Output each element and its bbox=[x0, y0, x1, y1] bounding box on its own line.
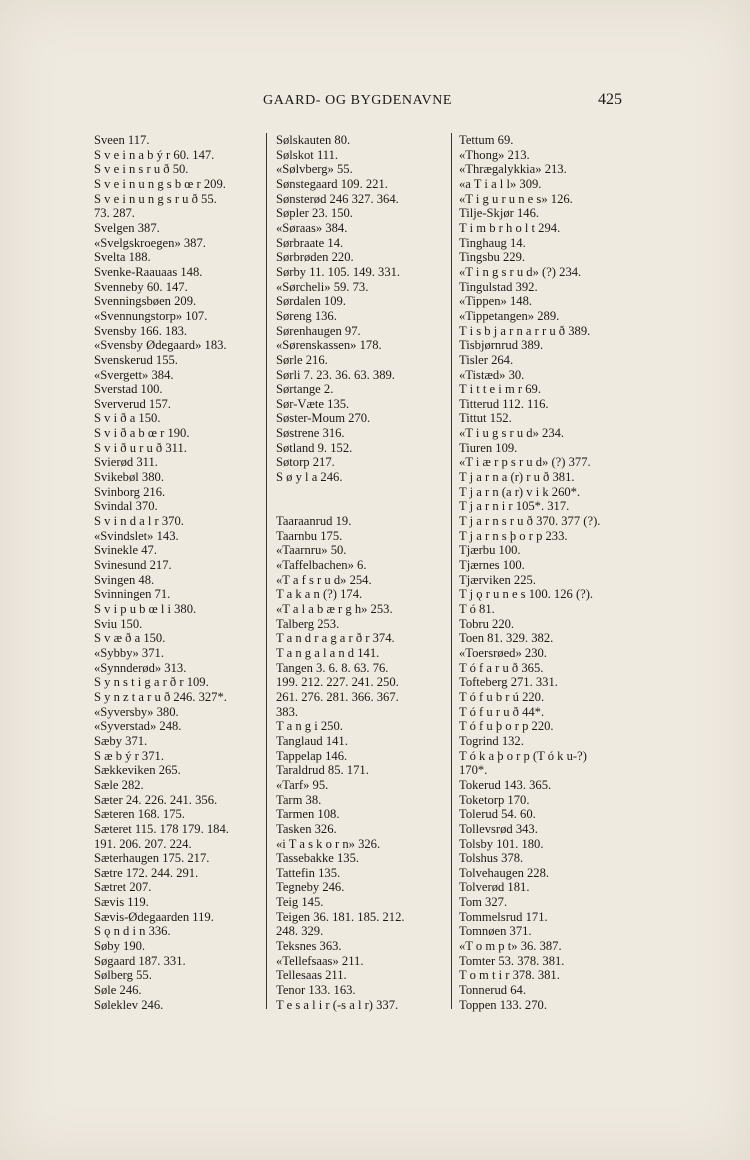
index-entry: Teksnes 363. bbox=[276, 939, 342, 954]
index-entry: «Synnderød» 313. bbox=[94, 660, 187, 675]
index-entry: Tobru 220. bbox=[459, 616, 515, 631]
index-entry: Tappelap 146. bbox=[276, 748, 348, 763]
index-entry: Søleklev 246. bbox=[94, 997, 164, 1012]
index-entry: Tiuren 109. bbox=[459, 440, 518, 455]
index-entry: Toketorp 170. bbox=[459, 792, 530, 807]
index-entry: Titterud 112. 116. bbox=[459, 396, 549, 411]
index-entry: S v i ð a 150. bbox=[94, 411, 161, 426]
index-entry: Svenskerud 155. bbox=[94, 352, 178, 367]
index-entry: Tittut 152. bbox=[459, 411, 512, 426]
index-entry: Sørli 7. 23. 36. 63. 389. bbox=[276, 367, 395, 382]
page-number: 425 bbox=[598, 91, 622, 108]
index-entry: Tomnøen 371. bbox=[459, 924, 532, 939]
index-entry: Teigen 36. 181. 185. 212. bbox=[276, 909, 405, 924]
index-entry: Svingen 48. bbox=[94, 572, 155, 587]
index-entry: Sververud 157. bbox=[94, 396, 171, 411]
index-entry: T i m b r h o l t 294. bbox=[459, 220, 561, 235]
index-entry: Svenningsbøen 209. bbox=[94, 294, 197, 309]
index-entry: Sørtange 2. bbox=[276, 382, 334, 397]
index-entry: «T i æ r p s r u d» (?) 377. bbox=[459, 455, 591, 470]
index-entry: S ǫ n d i n 336. bbox=[94, 924, 171, 939]
index-entry: Tommelsrud 171. bbox=[459, 909, 548, 924]
index-entry: «Thrægalykkia» 213. bbox=[459, 162, 567, 177]
index-entry: S v e i n u n g s b œ r 209. bbox=[94, 176, 226, 191]
index-entry: T ó f u r u ð 44*. bbox=[459, 704, 545, 719]
column-divider bbox=[266, 133, 267, 1009]
index-entry: Talberg 253. bbox=[276, 616, 340, 631]
index-column-2 bbox=[276, 133, 454, 1012]
index-entry: Togrind 132. bbox=[459, 733, 524, 748]
index-entry: Svinborg 216. bbox=[94, 484, 166, 499]
index-entry: S v i n d a l r 370. bbox=[94, 514, 184, 529]
index-entry: Sørby 11. 105. 149. 331. bbox=[276, 264, 401, 279]
index-entry: S y n z t a r u ð 246. 327*. bbox=[94, 689, 227, 704]
index-entry: S v e i n a b ý r 60. 147. bbox=[94, 147, 215, 162]
index-entry: Tjærviken 225. bbox=[459, 572, 536, 587]
index-entry: Svelta 188. bbox=[94, 250, 151, 265]
index-entry: «a T i a l l» 309. bbox=[459, 176, 542, 191]
index-entry: Tanglaud 141. bbox=[276, 733, 348, 748]
index-column-3 bbox=[459, 133, 639, 1012]
index-entry: «Tellefsaas» 211. bbox=[276, 953, 364, 968]
index-entry: T a n g a l a n d 141. bbox=[276, 645, 380, 660]
index-entry: Tolvehaugen 228. bbox=[459, 865, 550, 880]
index-entry: Søster-Moum 270. bbox=[276, 411, 371, 426]
index-entry: Teig 145. bbox=[276, 895, 324, 910]
index-entry: Søby 190. bbox=[94, 939, 146, 954]
index-entry: Svierød 311. bbox=[94, 455, 158, 470]
index-entry: Sæteren 168. 175. bbox=[94, 807, 185, 822]
index-entry: 261. 276. 281. 366. 367. bbox=[276, 689, 399, 704]
index-column-1 bbox=[94, 133, 264, 1012]
index-entry: S y n s t i g a r ð r 109. bbox=[94, 675, 209, 690]
index-entry: Sæter 24. 226. 241. 356. bbox=[94, 792, 218, 807]
index-entry: Svinekle 47. bbox=[94, 543, 157, 558]
index-entry: «Taffelbachen» 6. bbox=[276, 558, 367, 573]
index-entry: Tilje-Skjør 146. bbox=[459, 206, 540, 221]
index-entry: T ó f u b r ú 220. bbox=[459, 689, 545, 704]
index-entry: 383. bbox=[276, 704, 299, 719]
index-entry: Svikebøl 380. bbox=[94, 470, 164, 485]
index-entry: «Svelgskroegen» 387. bbox=[94, 235, 206, 250]
index-entry: T j a r n (a r) v i k 260*. bbox=[459, 484, 581, 499]
index-entry: Søtland 9. 152. bbox=[276, 440, 353, 455]
index-entry: Sæteret 115. 178 179. 184. bbox=[94, 821, 229, 836]
index-entry: 248. 329. bbox=[276, 924, 324, 939]
index-entry: T i s b j a r n a r r u ð 389. bbox=[459, 323, 591, 338]
index-entry: Tonnerud 64. bbox=[459, 983, 526, 998]
index-entry: Sønstegaard 109. 221. bbox=[276, 176, 388, 191]
index-entry: «T i g u r u n e s» 126. bbox=[459, 191, 573, 206]
index-entry: «Syverstad» 248. bbox=[94, 719, 182, 734]
index-entry: Tolverød 181. bbox=[459, 880, 530, 895]
index-entry: «Taarnru» 50. bbox=[276, 543, 347, 558]
index-entry: Tassebakke 135. bbox=[276, 851, 360, 866]
index-entry: T ó k a þ o r p (T ó k u-?) bbox=[459, 748, 587, 763]
index-entry: «Svensby Ødegaard» 183. bbox=[94, 338, 227, 353]
index-entry: «T a l a b æ r g h» 253. bbox=[276, 602, 393, 616]
index-entry: Svindal 370. bbox=[94, 499, 158, 514]
index-entry: Søtorp 217. bbox=[276, 455, 335, 470]
index-entry: S v æ ð a 150. bbox=[94, 631, 166, 646]
index-entry: Sveen 117. bbox=[94, 133, 150, 147]
index-entry: S æ b ý r 371. bbox=[94, 748, 164, 763]
index-entry: Sørbrøden 220. bbox=[276, 250, 354, 265]
index-entry: «Sørcheli» 59. 73. bbox=[276, 279, 369, 294]
index-entry: Tomter 53. 378. 381. bbox=[459, 953, 565, 968]
index-entry: S v e i n s r u ð 50. bbox=[94, 162, 189, 177]
index-entry: Sæle 282. bbox=[94, 777, 144, 792]
index-entry: Tellesaas 211. bbox=[276, 968, 347, 983]
index-entry: T j a r n s þ o r p 233. bbox=[459, 528, 568, 543]
index-entry: «Tistæd» 30. bbox=[459, 367, 525, 382]
index-entry: T ó 81. bbox=[459, 602, 495, 616]
index-entry: T j ǫ r u n e s 100. 126 (?). bbox=[459, 587, 594, 602]
index-entry: «Tarf» 95. bbox=[276, 777, 329, 792]
index-entry: Tangen 3. 6. 8. 63. 76. bbox=[276, 660, 389, 675]
index-entry: Tolerud 54. 60. bbox=[459, 807, 536, 822]
index-entry: Sæby 371. bbox=[94, 733, 148, 748]
index-entry: «T i n g s r u d» (?) 234. bbox=[459, 264, 582, 279]
index-entry: Tollevsrød 343. bbox=[459, 821, 538, 836]
index-entry: S v i p u b œ l i 380. bbox=[94, 602, 197, 616]
index-entry: «i T a s k o r n» 326. bbox=[276, 836, 381, 851]
index-entry: «T i u g s r u d» 234. bbox=[459, 426, 565, 441]
index-entry: Søpler 23. 150. bbox=[276, 206, 353, 221]
index-entry: Sviu 150. bbox=[94, 616, 143, 631]
index-entry: Sølskot 111. bbox=[276, 147, 339, 162]
index-entry: Sør-Væte 135. bbox=[276, 396, 350, 411]
index-entry: «T a f s r u d» 254. bbox=[276, 572, 372, 587]
index-entry bbox=[276, 485, 454, 500]
index-entry: Tom 327. bbox=[459, 895, 508, 910]
index-entry: Tingulstad 392. bbox=[459, 279, 538, 294]
index-entry: «Sølvberg» 55. bbox=[276, 162, 353, 177]
index-entry: Sørle 216. bbox=[276, 352, 328, 367]
index-entry: Taarnbu 175. bbox=[276, 528, 343, 543]
index-entry: T o m t i r 378. 381. bbox=[459, 968, 560, 983]
index-entry: Sætre 172. 244. 291. bbox=[94, 865, 199, 880]
index-entry: 170*. bbox=[459, 763, 488, 778]
index-entry: Svenke-Raauaas 148. bbox=[94, 264, 203, 279]
index-entry bbox=[276, 499, 454, 514]
index-entry: Sækkeviken 265. bbox=[94, 763, 181, 778]
index-entry: Tasken 326. bbox=[276, 821, 337, 836]
index-entry: S v i ð u r u ð 311. bbox=[94, 440, 187, 455]
index-entry: T ó f u þ o r p 220. bbox=[459, 719, 554, 734]
index-entry: T a k a n (?) 174. bbox=[276, 587, 363, 602]
index-entry: Søstrene 316. bbox=[276, 426, 345, 441]
index-entry: T j a r n a (r) r u ð 381. bbox=[459, 470, 575, 485]
index-entry: Taraldrud 85. 171. bbox=[276, 763, 369, 778]
index-entry: «Sybby» 371. bbox=[94, 645, 164, 660]
index-entry: «Sørenskassen» 178. bbox=[276, 338, 382, 353]
index-entry: 191. 206. 207. 224. bbox=[94, 836, 192, 851]
index-entry: Søle 246. bbox=[94, 983, 142, 998]
index-entry: T j a r n s r u ð 370. 377 (?). bbox=[459, 514, 601, 529]
index-entry: Tofteberg 271. 331. bbox=[459, 675, 558, 690]
index-entry: S v e i n u n g s r u ð 55. bbox=[94, 191, 217, 206]
index-entry: Tarm 38. bbox=[276, 792, 322, 807]
index-entry: T a n g i 250. bbox=[276, 719, 343, 734]
index-entry: Tarmen 108. bbox=[276, 807, 340, 822]
index-entry: T i t t e i m r 69. bbox=[459, 382, 541, 397]
index-entry: «Søraas» 384. bbox=[276, 220, 348, 235]
index-entry: Sønsterød 246 327. 364. bbox=[276, 191, 399, 206]
index-entry: Tingsbu 229. bbox=[459, 250, 526, 265]
index-entry: Svinningen 71. bbox=[94, 587, 171, 602]
index-entry: Tinghaug 14. bbox=[459, 235, 526, 250]
index-entry: T e s a l i r (-s a l r) 337. bbox=[276, 997, 399, 1012]
index-entry: Sørdalen 109. bbox=[276, 294, 346, 309]
index-entry: Sæterhaugen 175. 217. bbox=[94, 851, 210, 866]
index-entry: Tisler 264. bbox=[459, 352, 514, 367]
index-entry: Taaraanrud 19. bbox=[276, 514, 352, 529]
index-entry: Søgaard 187. 331. bbox=[94, 953, 186, 968]
index-entry: Sølskauten 80. bbox=[276, 133, 351, 147]
index-entry: Svenneby 60. 147. bbox=[94, 279, 188, 294]
index-entry: T a n d r a g a r ð r 374. bbox=[276, 631, 395, 646]
index-entry: Tattefin 135. bbox=[276, 865, 341, 880]
index-entry: Sølberg 55. bbox=[94, 968, 152, 983]
index-entry: «Svennungstorp» 107. bbox=[94, 308, 208, 323]
index-entry: Tjærnes 100. bbox=[459, 558, 525, 573]
index-entry: «Svergett» 384. bbox=[94, 367, 174, 382]
index-entry: S v i ð a b œ r 190. bbox=[94, 426, 190, 441]
index-entry: «Thong» 213. bbox=[459, 147, 530, 162]
index-entry: Sævis 119. bbox=[94, 895, 149, 910]
index-entry: Tolsby 101. 180. bbox=[459, 836, 544, 851]
index-entry: Tjærbu 100. bbox=[459, 543, 521, 558]
index-entry: Sørenhaugen 97. bbox=[276, 323, 361, 338]
running-header: GAARD- OG BYGDENAVNE bbox=[263, 93, 453, 108]
index-entry: Svinesund 217. bbox=[94, 558, 172, 573]
index-entry: Tokerud 143. 365. bbox=[459, 777, 552, 792]
index-entry: Tegneby 246. bbox=[276, 880, 345, 895]
index-entry: «Tippen» 148. bbox=[459, 294, 533, 309]
index-entry: «Tippetangen» 289. bbox=[459, 308, 560, 323]
index-entry: Sævis-Ødegaarden 119. bbox=[94, 909, 214, 924]
index-entry: Toppen 133. 270. bbox=[459, 997, 547, 1012]
index-entry: «T o m p t» 36. 387. bbox=[459, 939, 562, 954]
index-entry: Svelgen 387. bbox=[94, 220, 160, 235]
index-entry: Sætret 207. bbox=[94, 880, 152, 895]
index-entry: 199. 212. 227. 241. 250. bbox=[276, 675, 399, 690]
index-entry: Toen 81. 329. 382. bbox=[459, 631, 554, 646]
index-entry: Tenor 133. 163. bbox=[276, 983, 356, 998]
index-entry: «Syversby» 380. bbox=[94, 704, 179, 719]
index-entry: «Toersrøed» 230. bbox=[459, 645, 547, 660]
index-entry: Tisbjørnrud 389. bbox=[459, 338, 544, 353]
index-entry: «Svindslet» 143. bbox=[94, 528, 179, 543]
index-entry: 73. 287. bbox=[94, 206, 135, 221]
index-entry: S ø y l a 246. bbox=[276, 470, 343, 485]
index-entry: Tettum 69. bbox=[459, 133, 514, 147]
index-entry: Sverstad 100. bbox=[94, 382, 163, 397]
column-divider bbox=[451, 133, 452, 1009]
index-entry: T j a r n i r 105*. 317. bbox=[459, 499, 570, 514]
index-entry: Svensby 166. 183. bbox=[94, 323, 188, 338]
index-entry: Søreng 136. bbox=[276, 308, 337, 323]
index-entry: Sørbraate 14. bbox=[276, 235, 344, 250]
index-entry: T ó f a r u ð 365. bbox=[459, 660, 544, 675]
index-entry: Tolshus 378. bbox=[459, 851, 524, 866]
